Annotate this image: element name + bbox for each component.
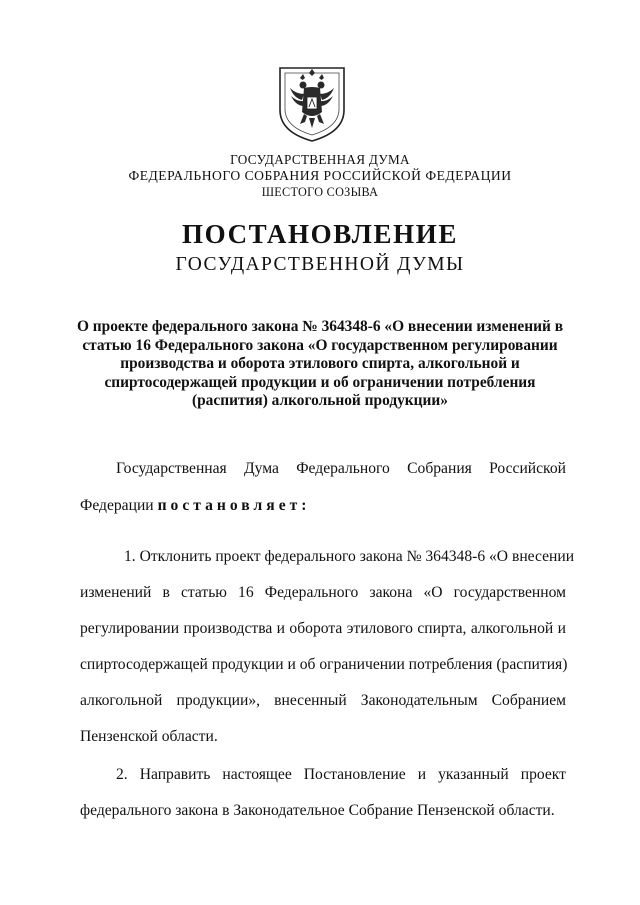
document-title: ПОСТАНОВЛЕНИЕ [182,219,458,249]
russian-coat-of-arms-icon [276,64,348,144]
document-subject [40,318,600,411]
org-name-line1: ГОСУДАРСТВЕННАЯ ДУМА [230,152,410,167]
item1-line: спиртосодержащей продукции и об ограничении потребления (распития) [80,656,568,673]
item2-line: федерального закона в Законодательное Собрание Пензенской области. [80,802,555,819]
subject-line: производства и оборота этилового спирта, алкогольной и [120,355,520,373]
document-subtitle: ГОСУДАРСТВЕННОЙ ДУМЫ [175,254,465,275]
item1-line: Пензенской области. [80,728,218,745]
item1-line: алкогольной продукции», внесенный Законодательным Собранием [80,692,566,709]
item1-line: 1. Отклонить проект федерального закона № 364348-6 «О внесении [124,548,575,565]
item1-line: регулировании производства и оборота этилового спирта, алкогольной и [80,620,566,637]
item1-line: изменений в статью 16 Федерального закона «О государственном [80,584,566,601]
preamble-line [80,496,566,516]
item2-line: 2. Направить настоящее Постановление и указанный проект [116,766,566,783]
subject-line: (распития) алкогольной продукции» [192,392,448,410]
subject-line: О проекте федерального закона № 364348-6 «О внесении изменений в [76,318,564,335]
subject-line: спиртосодержащей продукции и об ограничении потребления [104,373,536,391]
org-name-line2: ФЕДЕРАЛЬНОГО СОБРАНИЯ РОССИЙСКОЙ ФЕДЕРАЦИИ [128,168,512,183]
convocation-line: ШЕСТОГО СОЗЫВА [261,185,379,199]
preamble-line: Государственная Дума Федерального Собрания Российской [116,460,566,477]
resolves-keyword: постановляет: [157,497,311,514]
subject-line: статью 16 Федерального закона «О государственном регулировании [82,336,558,354]
preamble-text: Федерации [80,497,154,514]
